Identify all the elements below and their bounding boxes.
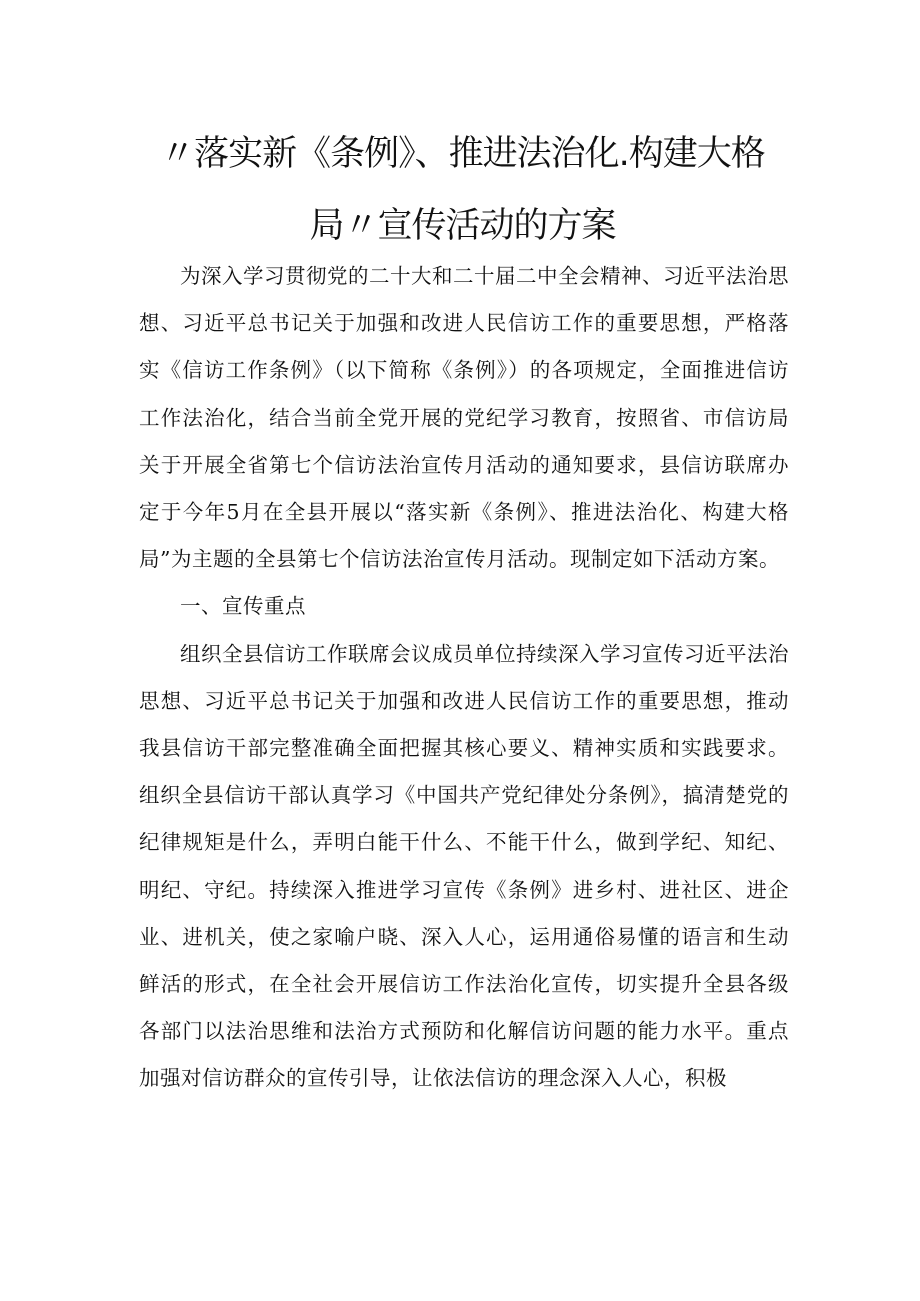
document-body xyxy=(139,253,789,1103)
intro-paragraph: 为深入学习贯彻党的二十大和二十届二中全会精神、习近平法治思想、习近平总书记关于加强和改进人民信访工作的重要思想，严格落实《信访工作条例》（以下简称《条例》）的各项规定，全面推进信访工作法治化，结合当前全党开展的党纪学习教育，按照省、市信访局关于开展全省第七个信访法治宣传月活动的通知要求，县信访联席办定于今年5月在全县开展以“落实新《条例》、推进法治化、构建大格局”为主题的全县第七个信访法治宣传月活动。现制定如下活动方案。 xyxy=(139,264,789,572)
title-line-1: 〃落实新《条例》、推进法治化.构建大格 xyxy=(160,134,765,174)
section-paragraph: 组织全县信访工作联席会议成员单位持续深入学习宣传习近平法治思想、习近平总书记关于加强和改进人民信访工作的重要思想，推动我县信访干部完整准确全面把握其核心要义、精神实质和实践要求。组织全县信访干部认真学习《中国共产党纪律处分条例》，搞清楚党的纪律规矩是什么，弄明白能干什么、不能干什么，做到学纪、知纪、明纪、守纪。持续深入推进学习宣传《条例》进乡村、进社区、进企业、进机关，使之家喻户晓、深入人心，运用通俗易懂的语言和生动鲜活的形式，在全社会开展信访工作法治化宣传，切实提升全县各级各部门以法治思维和法治方式预防和化解信访问题的能力水平。重点加强对信访群众的宣传引导，让依法信访的理念深入人心，积极 xyxy=(139,641,789,1091)
section-heading: 一、宣传重点 xyxy=(180,594,306,619)
document-title xyxy=(140,118,785,262)
title-line-2: 局〃宣传活动的方案 xyxy=(309,206,616,246)
